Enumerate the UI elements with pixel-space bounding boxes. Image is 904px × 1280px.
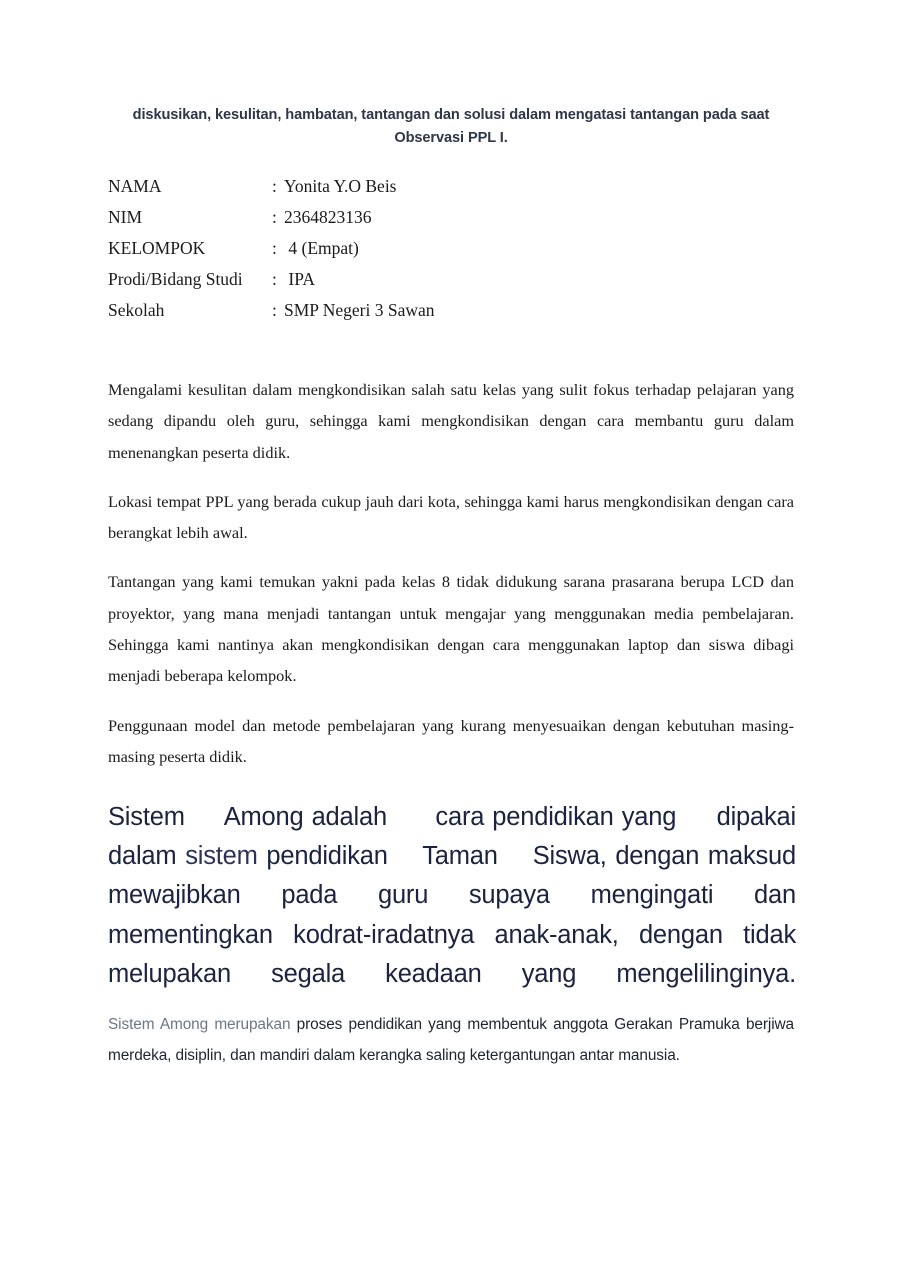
identity-value-nama: Yonita Y.O Beis [284, 176, 397, 196]
page-title-line-1: diskusikan, kesulitan, hambatan, tantangan dan solusi dalam mengatasi tantangan [132, 107, 699, 123]
identity-label-prodi: Prodi/Bidang Studi [108, 269, 243, 289]
paragraph-3: Tantangan yang kami temukan yakni pada kelas 8 tidak didukung sarana prasarana berupa LCD dan proyektor, yang mana menjadi tantangan untuk mengajar yang menggunakan media pembelajaran. Sehingga kami nantinya akan mengkondisikan dengan cara menggunakan laptop dan siswa dibagi menjadi beberapa kelompok. [108, 572, 794, 686]
identity-value-kelompok: 4 (Empat) [284, 238, 359, 258]
heading-spacer-3 [684, 803, 716, 831]
body-paragraphs [108, 374, 794, 772]
identity-label-nama: NAMA [108, 176, 162, 196]
identity-row-kelompok [108, 238, 798, 269]
identity-colon-sekolah: : [272, 300, 277, 320]
identity-colon-nim: : [272, 207, 277, 227]
identity-value-nim: 2364823136 [284, 207, 372, 227]
heading-segment-1: Sistem [108, 803, 185, 831]
page-title [108, 104, 794, 150]
sistem-among-heading [108, 798, 796, 1033]
paragraph-4: Penggunaan model dan metode pembelajaran yang kurang menyesuaikan dengan kebutuhan masing-masing peserta didik. [108, 715, 794, 766]
identity-row-prodi [108, 269, 798, 300]
identity-label-nim: NIM [108, 207, 143, 227]
closing-rest: proses pendidikan yang membentuk anggota Gerakan Pramuka berjiwa merdeka, disiplin, dan mandiri dalam kerangka saling ketergantungan antar manusia. [108, 1016, 795, 1064]
heading-segment-6: Taman [422, 842, 498, 871]
identity-row-sekolah [108, 300, 798, 331]
paragraph-1: Mengalami kesulitan dalam mengkondisikan salah satu kelas yang sulit fokus terhadap pelajaran yang sedang dipandu oleh guru, sehingga kami mengkondisikan dengan cara membantu guru dalam menenangkan peserta didik. [108, 380, 794, 462]
identity-row-nama [108, 176, 798, 207]
identity-label-sekolah: Sekolah [108, 300, 165, 320]
heading-segment-emphasis: sistem [185, 842, 258, 871]
identity-colon-kelompok: : [272, 238, 277, 258]
paragraph-2: Lokasi tempat PPL yang berada cukup jauh dari kota, sehingga kami harus mengkondisikan dengan cara berangkat lebih awal. [108, 491, 794, 543]
identity-value-prodi: IPA [284, 269, 315, 289]
identity-value-sekolah: SMP Negeri 3 Sawan [284, 300, 435, 320]
heading-segment-7: Siswa, dengan maksud mewajibkan pada guru supaya mengingati dan mementingkan kodrat-iradatnya anak-anak, dengan tidak melupakan segala keadaan yang mengelilinginya. [108, 842, 797, 988]
heading-segment-2: Among adalah [223, 803, 387, 831]
identity-row-nim [108, 207, 798, 238]
heading-segment-5: pendidikan [266, 842, 388, 871]
heading-spacer-5 [507, 842, 533, 870]
identity-colon-prodi: : [272, 269, 277, 289]
identity-block [108, 176, 798, 331]
identity-colon-nama: : [272, 176, 277, 196]
heading-segment-3: cara pendidikan yang [435, 803, 677, 831]
page-title-line-2: pada saat Observasi PPL I. [394, 107, 770, 146]
heading-segment-4: dipakai dalam [108, 803, 797, 871]
closing-paragraph [108, 1010, 794, 1071]
heading-spacer-4 [397, 842, 423, 870]
heading-spacer-1 [193, 803, 224, 831]
heading-spacer-2 [395, 803, 427, 831]
identity-label-kelompok: KELOMPOK [108, 238, 206, 258]
closing-lead-phrase: Sistem Among merupakan [108, 1016, 297, 1033]
